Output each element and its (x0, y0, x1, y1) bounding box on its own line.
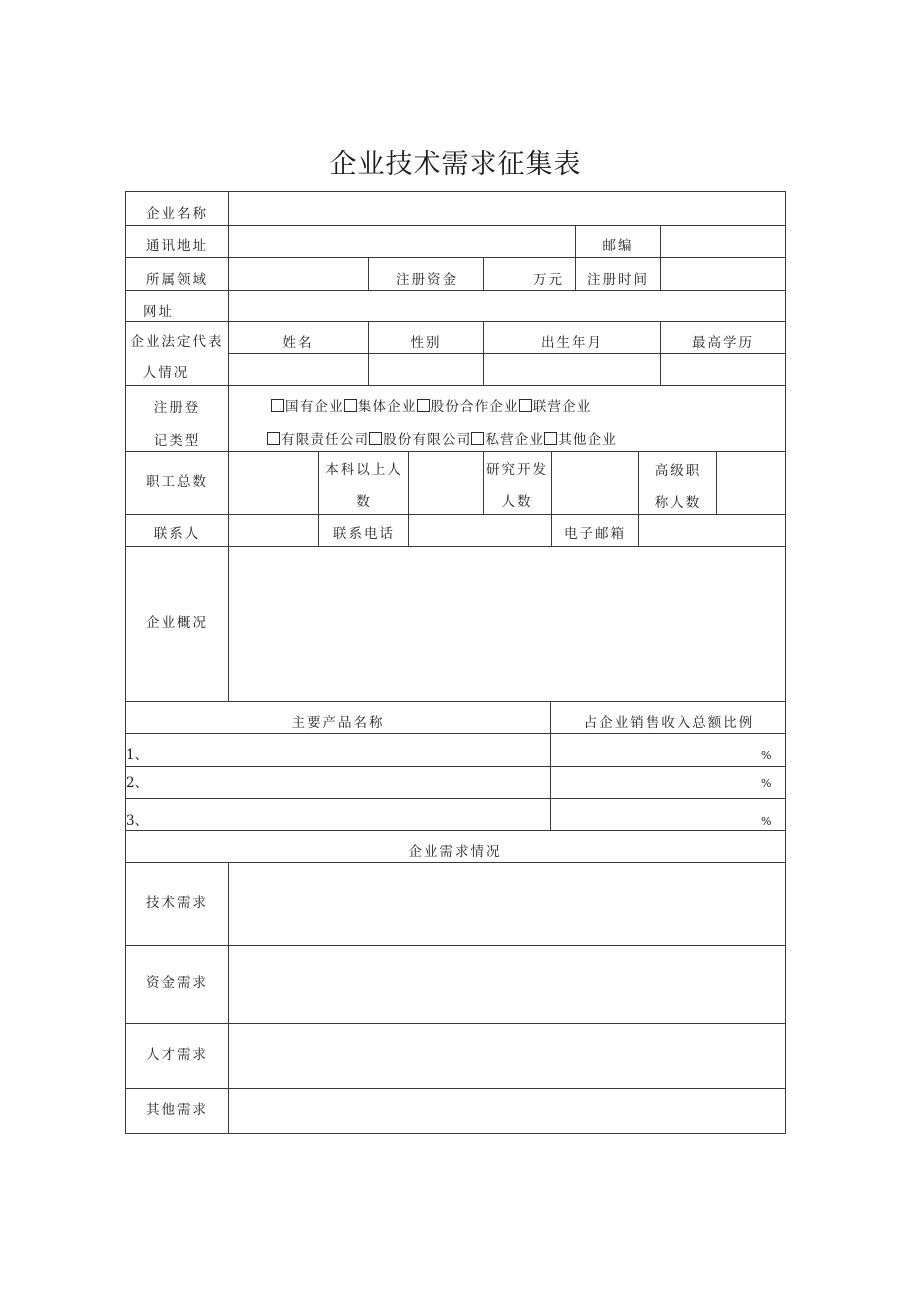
senior-field[interactable] (717, 452, 785, 514)
reg-option[interactable]: 国有企业 (271, 398, 344, 416)
product-index: 2、 (126, 775, 149, 791)
phone-label: 联系电话 (333, 526, 395, 542)
legal-birth-field[interactable] (484, 354, 660, 385)
employees-label: 职工总数 (146, 474, 208, 490)
ratio-header: 占企业销售收入总额比例 (583, 715, 755, 731)
checkbox-icon[interactable] (344, 399, 357, 412)
contact-label: 联系人 (153, 526, 201, 542)
product-index: 3、 (126, 813, 149, 829)
product-ratio-field[interactable] (551, 767, 756, 798)
product-ratio-field[interactable] (551, 799, 756, 830)
website-field[interactable] (229, 291, 785, 321)
product-ratio-field[interactable] (551, 734, 756, 766)
senior-label-line2: 称人数 (654, 495, 702, 511)
reg-option[interactable]: 股份有限公司 (369, 431, 471, 449)
address-field[interactable] (229, 226, 575, 257)
reg-option[interactable]: 集体企业 (344, 398, 417, 416)
bachelor-field[interactable] (409, 452, 483, 514)
percent-sign: % (761, 777, 772, 790)
postcode-label: 邮编 (602, 238, 634, 254)
field-field[interactable] (229, 258, 368, 290)
checkbox-icon[interactable] (369, 432, 382, 445)
registration-time-label: 注册时间 (587, 272, 649, 288)
legal-rep-label-line1: 企业法定代表 (130, 334, 224, 350)
email-label: 电子邮箱 (564, 526, 626, 542)
address-label: 通讯地址 (146, 238, 208, 254)
reg-type-label-line2: 记类型 (153, 433, 201, 449)
legal-gender-field[interactable] (369, 354, 483, 385)
rd-label-line2: 人数 (501, 494, 533, 510)
product-name-field[interactable] (145, 799, 550, 830)
product-name-field[interactable] (145, 767, 550, 798)
reg-type-options-row2 (267, 431, 617, 449)
other-needs-textarea[interactable] (229, 1089, 785, 1133)
percent-sign: % (761, 749, 772, 762)
email-field[interactable] (639, 515, 785, 546)
products-header: 主要产品名称 (291, 715, 385, 731)
checkbox-icon[interactable] (267, 432, 280, 445)
reg-option[interactable]: 股份合作企业 (417, 398, 519, 416)
checkbox-icon[interactable] (519, 399, 532, 412)
product-name-field[interactable] (145, 734, 550, 766)
company-name-label: 企业名称 (146, 206, 208, 222)
checkbox-icon[interactable] (417, 399, 430, 412)
reg-option[interactable]: 联营企业 (519, 398, 592, 416)
legal-name-field[interactable] (229, 354, 368, 385)
tech-needs-textarea[interactable] (229, 863, 785, 945)
reg-option[interactable]: 私营企业 (471, 431, 544, 449)
senior-label-line1: 高级职 (654, 463, 702, 479)
overview-textarea[interactable] (229, 547, 785, 701)
legal-gender-header: 性别 (410, 335, 442, 351)
legal-birth-header: 出生年月 (541, 335, 603, 351)
website-label: 网址 (143, 304, 174, 320)
checkbox-icon[interactable] (544, 432, 557, 445)
rd-field[interactable] (552, 452, 638, 514)
employees-field[interactable] (229, 452, 318, 514)
company-name-field[interactable] (229, 192, 785, 225)
tech-needs-label: 技术需求 (146, 895, 208, 911)
contact-field[interactable] (229, 515, 318, 546)
page-title: 企业技术需求征集表 (329, 149, 582, 180)
reg-type-label-line1: 注册登 (153, 400, 201, 416)
percent-sign: % (761, 815, 772, 828)
checkbox-icon[interactable] (271, 399, 284, 412)
rd-label-line1: 研究开发 (486, 462, 548, 478)
checkbox-icon[interactable] (471, 432, 484, 445)
legal-rep-label-line2: 人情况 (142, 365, 190, 381)
bachelor-label-line2: 数 (356, 494, 372, 510)
other-needs-label: 其他需求 (146, 1102, 208, 1118)
reg-option[interactable]: 其他企业 (544, 431, 617, 449)
fund-needs-label: 资金需求 (146, 975, 208, 991)
fund-needs-textarea[interactable] (229, 946, 785, 1023)
registration-time-field[interactable] (661, 258, 785, 290)
legal-education-header: 最高学历 (692, 335, 754, 351)
talent-needs-label: 人才需求 (146, 1047, 208, 1063)
legal-education-field[interactable] (661, 354, 785, 385)
registered-capital-label: 注册资金 (396, 272, 458, 288)
capital-unit: 万元 (533, 272, 564, 288)
product-index: 1、 (126, 747, 149, 763)
bachelor-label-line1: 本科以上人 (325, 462, 403, 478)
overview-label: 企业概况 (146, 615, 208, 631)
reg-type-options-row1 (271, 398, 592, 416)
postcode-field[interactable] (661, 226, 785, 257)
field-label: 所属领域 (146, 272, 208, 288)
needs-header: 企业需求情况 (408, 844, 502, 860)
reg-option[interactable]: 有限责任公司 (267, 431, 369, 449)
talent-needs-textarea[interactable] (229, 1024, 785, 1088)
legal-name-header: 姓名 (282, 335, 314, 351)
phone-field[interactable] (409, 515, 551, 546)
